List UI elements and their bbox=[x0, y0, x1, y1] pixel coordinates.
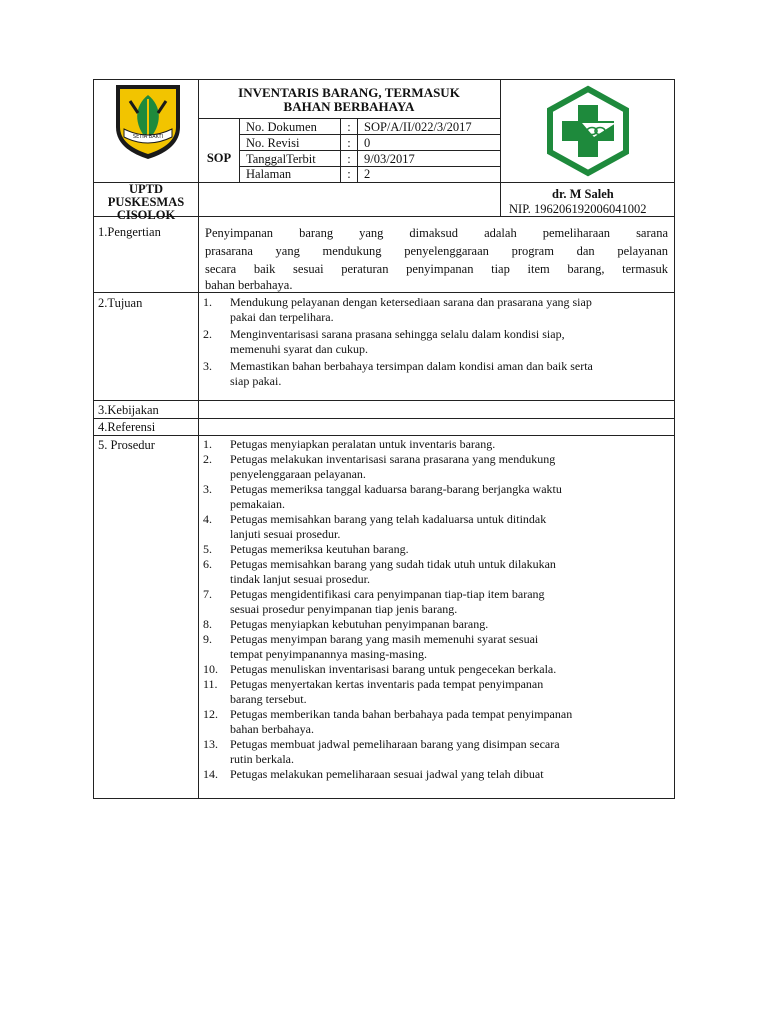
item-number: 3. bbox=[203, 482, 212, 496]
pengertian-text: Penyimpanan barang yang dimaksud adalah pemeliharaan sarana bbox=[205, 226, 668, 240]
item-number: 1. bbox=[203, 295, 212, 309]
list-item bbox=[203, 557, 669, 587]
meta-separator: : bbox=[347, 152, 351, 166]
item-text: Petugas menyimpan barang yang masih memenuhi syarat sesuai bbox=[230, 632, 539, 646]
section-label: 3.Kebijakan bbox=[98, 403, 159, 417]
item-number: 2. bbox=[203, 327, 212, 341]
list-item bbox=[203, 707, 669, 737]
item-number: 11. bbox=[203, 677, 218, 691]
meta-value: 2 bbox=[364, 167, 371, 181]
item-text: Mendukung pelayanan dengan ketersediaan sarana dan prasarana yang siap bbox=[230, 295, 592, 309]
emblem-motto: SETIA BAKTI bbox=[132, 134, 164, 140]
meta-value: SOP/A/II/022/3/2017 bbox=[364, 120, 472, 134]
item-number: 1. bbox=[203, 437, 212, 451]
list-item bbox=[203, 617, 669, 632]
item-text: bahan berbahaya. bbox=[230, 722, 314, 736]
list-item bbox=[203, 327, 669, 357]
list-item bbox=[203, 767, 669, 782]
meta-label: No. Revisi bbox=[246, 136, 300, 150]
org-name-line1: UPTD bbox=[128, 182, 164, 196]
list-item bbox=[203, 677, 669, 707]
item-number: 8. bbox=[203, 617, 212, 631]
divider bbox=[93, 418, 675, 419]
divider bbox=[198, 79, 199, 799]
item-text: Petugas memeriksa keutuhan barang. bbox=[230, 542, 409, 556]
item-text: Menginventarisasi sarana prasana sehingga selalu dalam kondisi siap, bbox=[230, 327, 565, 341]
list-item bbox=[203, 587, 669, 617]
list-item bbox=[203, 482, 669, 512]
meta-label: No. Dokumen bbox=[246, 120, 317, 134]
item-number: 14. bbox=[203, 767, 218, 781]
item-text: Petugas membuat jadwal pemeliharaan barang yang disimpan secara bbox=[230, 737, 560, 751]
item-text: Petugas memberikan tanda bahan berbahaya pada tempat penyimpanan bbox=[230, 707, 573, 721]
signer-nip: NIP. 196206192006041002 bbox=[509, 202, 647, 216]
item-text: Petugas menyiapkan kebutuhan penyimpanan barang. bbox=[230, 617, 489, 631]
list-item bbox=[203, 295, 669, 325]
item-text: barang tersebut. bbox=[230, 692, 307, 706]
tujuan-list bbox=[203, 295, 669, 391]
item-text: Petugas memisahkan barang yang sudah tidak utuh untuk dilakukan bbox=[230, 557, 556, 571]
divider bbox=[93, 435, 675, 436]
pengertian-text: bahan berbahaya. bbox=[205, 278, 293, 292]
item-number: 9. bbox=[203, 632, 212, 646]
item-text: Petugas melakukan pemeliharaan sesuai jadwal yang telah dibuat bbox=[230, 767, 544, 781]
item-number: 2. bbox=[203, 452, 212, 466]
list-item bbox=[203, 437, 669, 452]
list-item bbox=[203, 542, 669, 557]
list-item bbox=[203, 662, 669, 677]
item-text: pemakaian. bbox=[230, 497, 285, 511]
item-number: 6. bbox=[203, 557, 212, 571]
signer-name: dr. M Saleh bbox=[552, 187, 614, 201]
document-title-line2: BAHAN BERBAHAYA bbox=[283, 99, 415, 114]
item-text: pakai dan terpelihara. bbox=[230, 310, 334, 324]
list-item bbox=[203, 632, 669, 662]
org-name-line3: CISOLOK bbox=[116, 208, 176, 222]
item-text: tempat penyimpanannya masing-masing. bbox=[230, 647, 427, 661]
meta-separator: : bbox=[347, 120, 351, 134]
item-text: Petugas melakukan inventarisasi sarana prasarana yang mendukung bbox=[230, 452, 556, 466]
meta-label: Halaman bbox=[246, 167, 292, 181]
item-number: 4. bbox=[203, 512, 212, 526]
item-text: Petugas memeriksa tanggal kaduarsa barang-barang berjangka waktu bbox=[230, 482, 562, 496]
regency-emblem-logo bbox=[112, 83, 184, 161]
item-text: sesuai prosedur penyimpanan tiap jenis barang. bbox=[230, 602, 458, 616]
org-name-line2: PUSKESMAS bbox=[107, 195, 185, 209]
item-text: rutin berkala. bbox=[230, 752, 294, 766]
divider bbox=[93, 400, 675, 401]
pengertian-text: prasarana yang mendukung penyelenggaraan program dan pelayanan bbox=[205, 244, 668, 258]
meta-separator: : bbox=[347, 136, 351, 150]
item-number: 13. bbox=[203, 737, 218, 751]
item-text: memenuhi syarat dan cukup. bbox=[230, 342, 368, 356]
section-label: 5. Prosedur bbox=[98, 438, 155, 452]
divider bbox=[198, 118, 500, 119]
divider bbox=[500, 79, 501, 216]
item-text: Petugas menuliskan inventarisasi barang untuk pengecekan berkala. bbox=[230, 662, 557, 676]
meta-value: 9/03/2017 bbox=[364, 152, 415, 166]
item-text: penyelenggaraan pelayanan. bbox=[230, 467, 366, 481]
prosedur-list bbox=[203, 437, 669, 782]
item-text: Petugas mengidentifikasi cara penyimpanan tiap-tiap item barang bbox=[230, 587, 545, 601]
sop-label: SOP bbox=[206, 151, 232, 165]
list-item bbox=[203, 359, 669, 389]
item-text: Petugas menyertakan kertas inventaris pada tempat penyimpanan bbox=[230, 677, 544, 691]
section-label: 4.Referensi bbox=[98, 420, 156, 434]
item-text: Petugas memisahkan barang yang telah kadaluarsa untuk ditindak bbox=[230, 512, 547, 526]
meta-separator: : bbox=[347, 167, 351, 181]
document-title-line1: INVENTARIS BARANG, TERMASUK bbox=[238, 85, 460, 100]
pengertian-text: secara baik sesuai peraturan penyimpanan tiap item barang, termasuk bbox=[205, 262, 668, 276]
puskesmas-logo bbox=[542, 85, 634, 177]
item-text: Memastikan bahan berbahaya tersimpan dalam kondisi aman dan baik serta bbox=[230, 359, 593, 373]
list-item bbox=[203, 512, 669, 542]
meta-label: TanggalTerbit bbox=[246, 152, 316, 166]
item-text: siap pakai. bbox=[230, 374, 282, 388]
item-number: 7. bbox=[203, 587, 212, 601]
item-text: tindak lanjut sesuai prosedur. bbox=[230, 572, 370, 586]
item-number: 10. bbox=[203, 662, 218, 676]
section-label: 1.Pengertian bbox=[98, 225, 161, 239]
list-item bbox=[203, 452, 669, 482]
divider bbox=[93, 292, 675, 293]
section-label: 2.Tujuan bbox=[98, 296, 143, 310]
item-number: 3. bbox=[203, 359, 212, 373]
list-item bbox=[203, 737, 669, 767]
item-text: Petugas menyiapkan peralatan untuk inventaris barang. bbox=[230, 437, 496, 451]
meta-value: 0 bbox=[364, 136, 371, 150]
item-number: 5. bbox=[203, 542, 212, 556]
item-text: lanjuti sesuai prosedur. bbox=[230, 527, 341, 541]
item-number: 12. bbox=[203, 707, 218, 721]
